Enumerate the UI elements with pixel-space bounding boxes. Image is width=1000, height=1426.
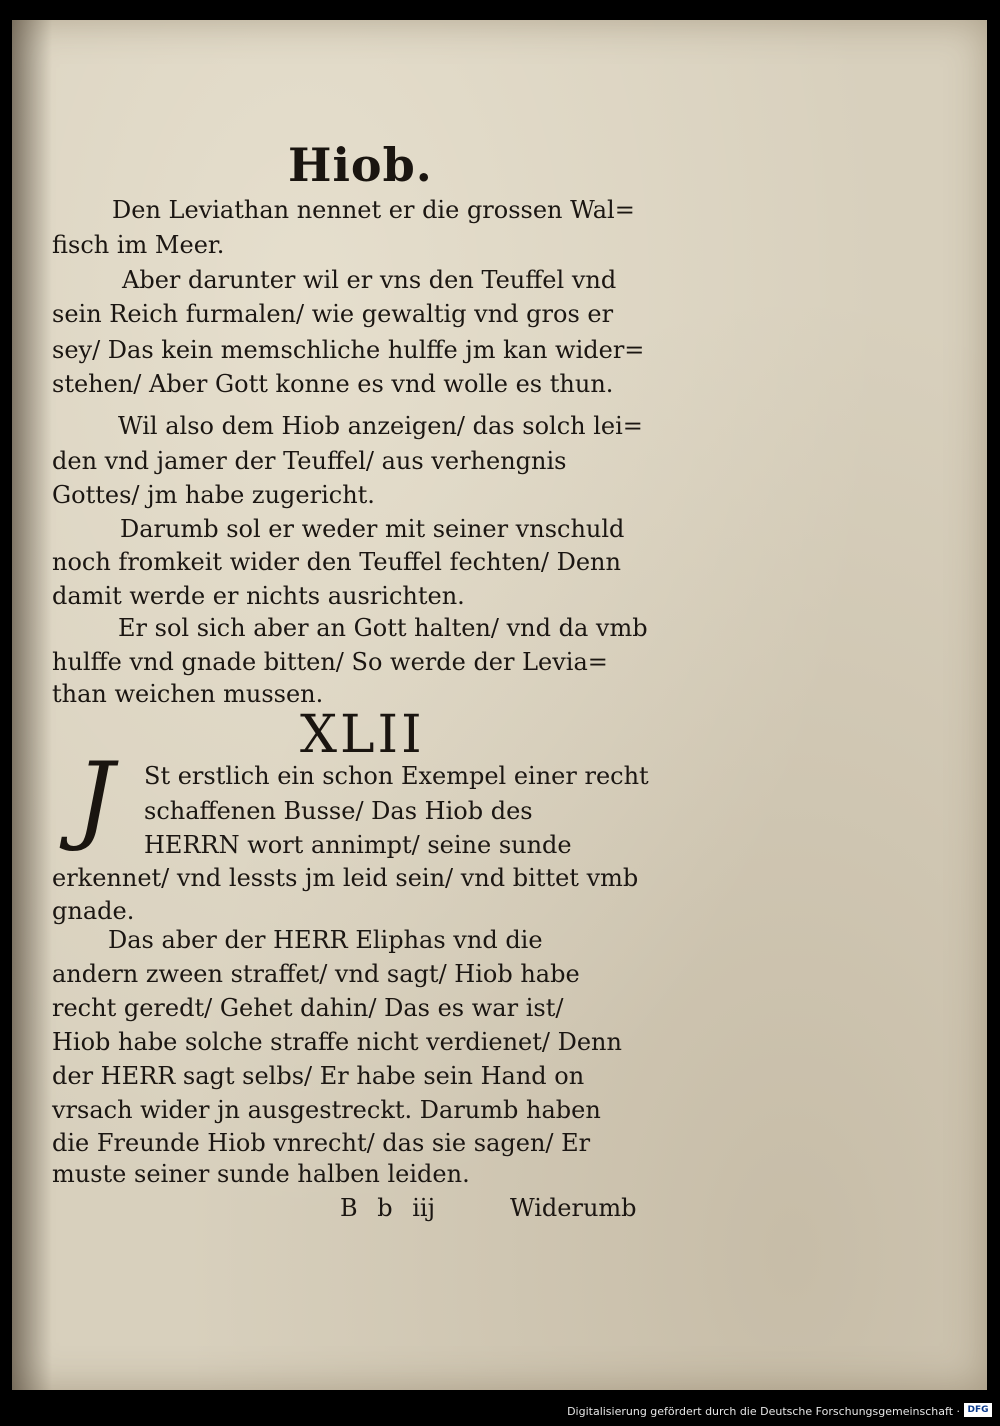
dfg-logo-icon: DFG bbox=[964, 1403, 992, 1417]
text-line: sey/ Das kein memschliche hulffe jm kan wider= bbox=[52, 336, 645, 364]
text-line: Darumb sol er weder mit seiner vnschuld bbox=[120, 515, 625, 543]
text-line: Das aber der HERR Eliphas vnd die bbox=[108, 926, 543, 954]
text-line: Aber darunter wil er vns den Teuffel vnd bbox=[122, 266, 617, 294]
text-line: erkennet/ vnd lessts jm leid sein/ vnd bittet vmb bbox=[52, 864, 639, 892]
text-line: den vnd jamer der Teuffel/ aus verhengnis bbox=[52, 447, 567, 475]
text-line: HERRN wort annimpt/ seine sunde bbox=[144, 831, 572, 859]
drop-cap: J bbox=[75, 742, 115, 854]
text-line: Gottes/ jm habe zugericht. bbox=[52, 481, 375, 509]
footer-credit: Digitalisierung gefördert durch die Deutsche Forschungsgemeinschaft · bbox=[567, 1405, 960, 1418]
text-line: hulffe vnd gnade bitten/ So werde der Levia= bbox=[52, 648, 608, 676]
text-line: damit werde er nichts ausrichten. bbox=[52, 582, 465, 610]
text-line: muste seiner sunde halben leiden. bbox=[52, 1160, 470, 1188]
text-line: recht geredt/ Gehet dahin/ Das es war ist/ bbox=[52, 994, 564, 1022]
text-line: Er sol sich aber an Gott halten/ vnd da vmb bbox=[118, 614, 648, 642]
text-line: die Freunde Hiob vnrecht/ das sie sagen/ Er bbox=[52, 1129, 591, 1157]
spine-shadow bbox=[12, 20, 52, 1390]
text-line: St erstlich ein schon Exempel einer recht bbox=[144, 762, 649, 790]
text-line: than weichen mussen. bbox=[52, 680, 324, 708]
text-line: Hiob habe solche straffe nicht verdienet/ Denn bbox=[52, 1028, 622, 1056]
chapter-number: XLII bbox=[300, 705, 425, 765]
text-line: vrsach wider jn ausgestreckt. Darumb haben bbox=[52, 1096, 601, 1124]
signature-mark: B b iij bbox=[340, 1194, 436, 1222]
text-line: der HERR sagt selbs/ Er habe sein Hand on bbox=[52, 1062, 585, 1090]
catchword: Widerumb bbox=[510, 1194, 637, 1222]
text-line: fisch im Meer. bbox=[52, 231, 225, 259]
text-line: sein Reich furmalen/ wie gewaltig vnd gros er bbox=[52, 300, 614, 328]
text-line: schaffenen Busse/ Das Hiob des bbox=[144, 797, 533, 825]
text-line: stehen/ Aber Gott konne es vnd wolle es thun. bbox=[52, 370, 614, 398]
page-header: Hiob. bbox=[288, 138, 433, 192]
text-line: gnade. bbox=[52, 897, 135, 925]
text-line: andern zween straffet/ vnd sagt/ Hiob habe bbox=[52, 960, 580, 988]
text-line: Den Leviathan nennet er die grossen Wal= bbox=[112, 196, 635, 224]
text-line: noch fromkeit wider den Teuffel fechten/ Denn bbox=[52, 548, 621, 576]
text-line: Wil also dem Hiob anzeigen/ das solch lei= bbox=[118, 412, 643, 440]
